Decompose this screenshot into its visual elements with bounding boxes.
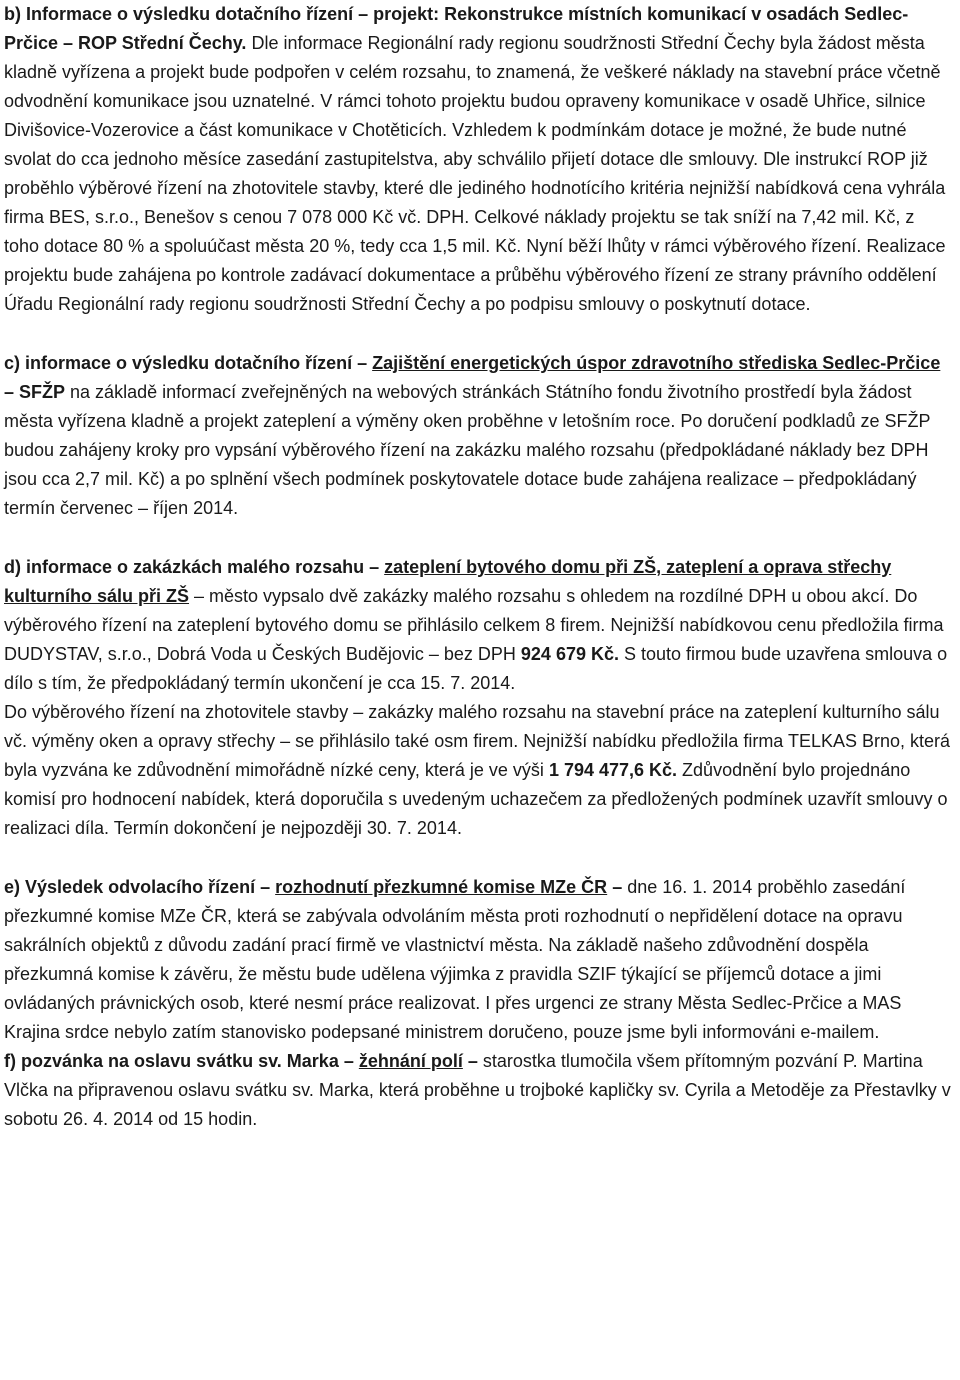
section-c: [4, 349, 954, 523]
section-d-heading-underlined: zateplení bytového domu při ZŠ, zateplení a oprava střechy kulturního sálu při ZŠ: [4, 557, 892, 606]
section-f-paragraph: [4, 1047, 954, 1134]
section-d-text-2: S touto firmou bude uzavřena smlouva o dílo s tím, že předpokládaný termín ukončení je cca 15. 7. 2014.: [4, 644, 948, 693]
section-c-heading-tail: SFŽP: [19, 382, 66, 402]
section-e-dash: –: [255, 877, 276, 897]
section-f-label: f): [4, 1051, 16, 1071]
section-b: [4, 0, 954, 319]
section-c-dash-2: –: [4, 382, 20, 402]
section-d-text-1: – město vypsalo dvě zakázky malého rozsahu s ohledem na rozdílné DPH u obou akcí. Do výběrového řízení na zateplení bytového domu se přihlásilo celkem 8 firem. Nejnižší nabídkovou cenu předložila firma DUDYSTAV, s.r.o., Dobrá Voda u Českých Budějovic – bez DPH: [4, 586, 944, 664]
section-d-label: d): [4, 557, 21, 577]
spacer: [4, 843, 954, 873]
section-d-paragraph: [4, 553, 954, 698]
section-f-text: starostka tlumočila všem přítomným pozvání P. Martina Vlčka na připravenou oslavu svátku sv. Marka, která proběhne u trojboké kapličky sv. Cyrila a Metoděje za Přestavlky v sobotu 26. 4. 2014 od 15 hodin.: [4, 1051, 951, 1129]
section-f-heading-underlined: žehnání polí: [358, 1051, 463, 1071]
spacer: [4, 319, 954, 349]
section-b-paragraph: [4, 0, 954, 319]
section-d-heading: informace o zakázkách malého rozsahu: [26, 557, 365, 577]
section-e-label: e): [4, 877, 21, 897]
section-e-paragraph: [4, 873, 954, 1047]
section-d-text-4: Zdůvodnění bylo projednáno komisí pro hodnocení nabídek, která doporučila s uvedeným uchazečem za předložených podmínek uzavřít smlouvy o realizaci díla. Termín dokončení je nejpozději 30. 7. 2014.: [4, 760, 948, 838]
section-d-price-2: 1 794 477,6 Kč.: [548, 760, 678, 780]
section-c-label: c): [4, 353, 21, 373]
section-e-dash-2: –: [607, 877, 628, 897]
section-f-heading: pozvánka na oslavu svátku sv. Marka: [21, 1051, 339, 1071]
section-b-label: b): [4, 4, 21, 24]
section-f: [4, 1047, 954, 1134]
section-d-dash: –: [364, 557, 385, 577]
spacer: [4, 523, 954, 553]
section-b-text: Dle informace Regionální rady regionu soudržnosti Střední Čechy byla žádost města kladně vyřízena a projekt bude podpořen v celém rozsahu, to znamená, že veškeré náklady na stavební práce včetně odvodnění komunikace jsou uznatelné. V rámci tohoto projektu budou opraveny komunikace v osadě Uhřice, silnice Divišovice-Vozerovice a část komunikace v Chotěticích. Vzhledem k podmínkám dotace je možné, že bude nutné svolat do cca jednoho měsíce zasedání zastupitelstva, aby schválilo přijetí dotace dle smlouvy. Dle instrukcí ROP již proběhlo výběrové řízení na zhotovitele stavby, které dle jediného hodnotícího kritéria nejnižší nabídková cena vyhrála firma BES, s.r.o., Benešov s cenou 7 078 000 Kč vč. DPH. Celkové náklady projektu se tak sníží na 7,42 mil. Kč, z toho dotace 80 % a spoluúčast města 20 %, tedy cca 1,5 mil. Kč. Nyní běží lhůty v rámci výběrového řízení. Realizace projektu bude zahájena po kontrole zadávací dokumentace a průběhu výběrového řízení ze strany právního oddělení Úřadu Regionální rady regionu soudržnosti Střední Čechy a po podpisu smlouvy o poskytnutí dotace.: [4, 33, 946, 314]
section-d-price-1: 924 679 Kč.: [520, 644, 619, 664]
section-c-heading-underlined: Zajištění energetických úspor zdravotního střediska Sedlec-Prčice: [372, 353, 941, 373]
section-d-text-3: Do výběrového řízení na zhotovitele stavby – zakázky malého rozsahu na stavební práce na zateplení kulturního sálu vč. výměny oken a opravy střechy – se přihlásilo také osm firem. Nejnižší nabídku předložila firma TELKAS Brno, která byla vyzvána ke zdůvodnění mimořádně nízké ceny, která je ve výši: [4, 702, 951, 780]
section-e: [4, 873, 954, 1047]
section-c-text: na základě informací zveřejněných na webových stránkách Státního fondu životního prostředí byla žádost města vyřízena kladně a projekt zateplení a výměny oken proběhne v letošním roce. Po doručení podkladů ze SFŽP budou zahájeny kroky pro vypsání výběrového řízení na zakázku malého rozsahu (předpokládané náklady bez DPH jsou cca 2,7 mil. Kč) a po splnění všech podmínek poskytovatele dotace bude zahájena realizace – předpokládaný termín červenec – říjen 2014.: [4, 382, 931, 518]
section-e-text: dne 16. 1. 2014 proběhlo zasedání přezkumné komise MZe ČR, která se zabývala odvoláním města proti rozhodnutí o nepřidělení dotace na opravu sakrálních objektů z důvodu zadání prací firmě ve vlastnictví města. Na základě našeho zdůvodnění dospěla přezkumná komise k závěru, že městu bude udělena výjimka z pravidla SZIF týkající se příjemců dotace a jimi ovládaných právnických osob, které nesmí práce realizovat. I přes urgenci ze strany Města Sedlec-Prčice a MAS Krajina srdce nebylo zatím stanovisko podepsané ministrem doručeno, pouze jsme byli informováni e-mailem.: [4, 877, 906, 1042]
section-e-heading-underlined: rozhodnutí přezkumné komise MZe ČR: [275, 877, 608, 897]
section-b-heading: Informace o výsledku dotačního řízení – projekt: Rekonstrukce místních komunikací v osadách Sedlec-Prčice – ROP Střední Čechy.: [4, 4, 909, 53]
section-c-paragraph: [4, 349, 954, 523]
section-c-dash: –: [352, 353, 373, 373]
section-f-dash: –: [338, 1051, 359, 1071]
section-e-heading: Výsledek odvolacího řízení: [25, 877, 256, 897]
section-f-dash-2: –: [462, 1051, 483, 1071]
section-d-paragraph-2: [4, 698, 954, 843]
section-c-heading: informace o výsledku dotačního řízení: [25, 353, 353, 373]
section-d: [4, 553, 954, 843]
